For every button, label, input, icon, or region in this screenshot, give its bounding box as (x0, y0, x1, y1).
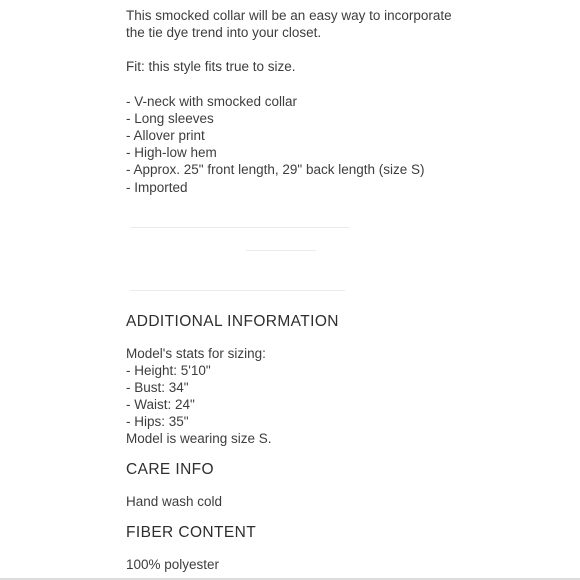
feature-item: - Long sleeves (126, 111, 214, 126)
faint-artifact-line (130, 227, 350, 228)
product-details (126, 0, 566, 580)
model-stat-line: - Waist: 24" (126, 397, 195, 412)
model-stat-line: Model is wearing size S. (126, 431, 272, 446)
feature-item: - V-neck with smocked collar (126, 94, 298, 109)
faint-artifact-line (246, 250, 316, 251)
care-info-text: Hand wash cold (126, 494, 223, 509)
care-info-heading: CARE INFO (126, 461, 214, 478)
model-stat-line: - Height: 5'10" (126, 363, 211, 378)
feature-item: - Imported (126, 180, 188, 195)
feature-item: - High-low hem (126, 145, 217, 160)
fiber-content-text: 100% polyester (126, 557, 220, 572)
additional-information-heading: ADDITIONAL INFORMATION (126, 313, 339, 330)
model-stat-line: - Bust: 34" (126, 380, 189, 395)
feature-item: - Approx. 25" front length, 29" back length (size S) (126, 162, 425, 177)
fiber-content-heading: FIBER CONTENT (126, 524, 257, 541)
description-intro-line-2: the tie dye trend into your closet. (126, 25, 322, 40)
feature-item: - Allover print (126, 128, 205, 143)
fit-note: Fit: this style fits true to size. (126, 59, 296, 74)
description-intro-line-1: This smocked collar will be an easy way to incorporate (126, 8, 452, 23)
model-stat-line: Model's stats for sizing: (126, 346, 266, 361)
model-stat-line: - Hips: 35" (126, 414, 189, 429)
faint-artifact-line (130, 290, 345, 291)
